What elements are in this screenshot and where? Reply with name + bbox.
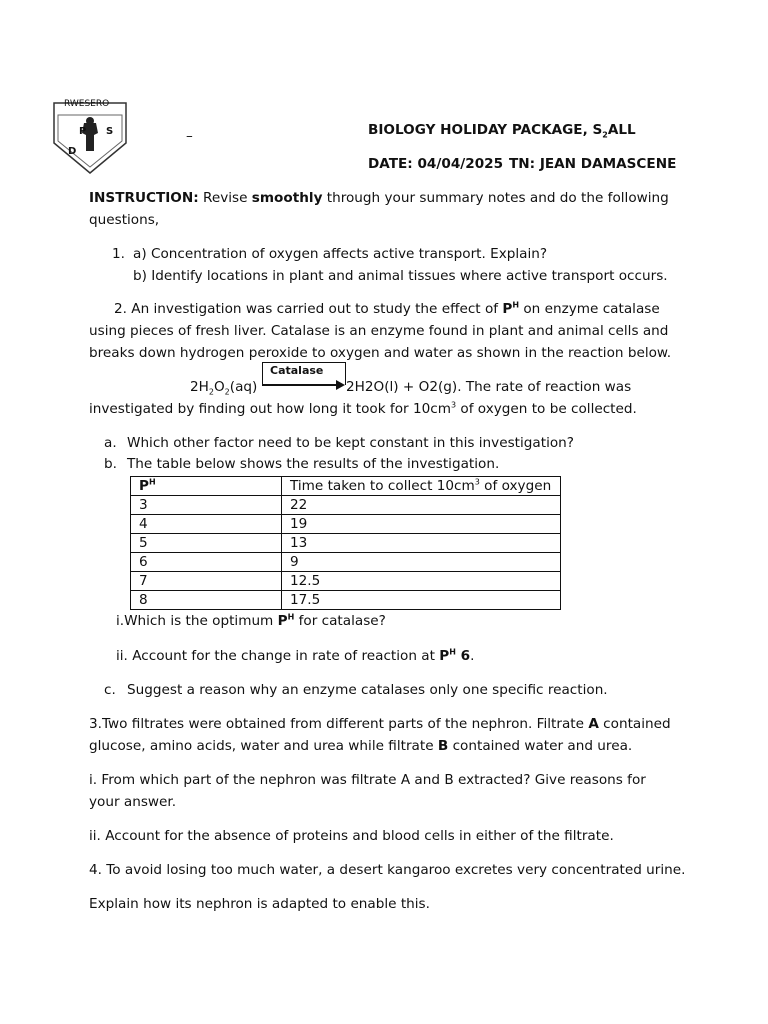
teacher-name: TN: JEAN DAMASCENE [509, 156, 677, 172]
q2-line-1: 2. An investigation was carried out to study the effect of $P^H$ on enzyme catalase [114, 300, 660, 317]
q3-line-2: glucose, amino acids, water and urea while filtrate B contained water and urea. [89, 738, 633, 754]
table-cell-time: 13 [282, 534, 561, 553]
results-table [130, 476, 561, 610]
table-row [131, 553, 561, 572]
q1-number: 1. [112, 246, 125, 262]
q2-line-5: investigated by finding out how long it took for $10cm^3$ of oxygen to be collected. [89, 400, 637, 417]
q2a-label: a. [104, 435, 117, 451]
instruction-line: INSTRUCTION: Revise smoothly through your summary notes and do the following [89, 190, 669, 206]
school-logo [52, 99, 128, 175]
table-row [131, 496, 561, 515]
document-title: BIOLOGY HOLIDAY PACKAGE, $S_2ALL$ [368, 122, 636, 140]
q4-line-2: Explain how its nephron is adapted to enable this. [89, 896, 430, 912]
q2-sub-ii: ii. Account for the change in rate of reaction at $P^H$ 6. [116, 647, 475, 664]
q2-line-2: using pieces of fresh liver. Catalase is an enzyme found in plant and animal cells and [89, 323, 669, 339]
table-cell-ph: 3 [131, 496, 282, 515]
table-cell-time: 17.5 [282, 591, 561, 610]
table-cell-ph: 7 [131, 572, 282, 591]
table-row [131, 591, 561, 610]
table-cell-ph: 5 [131, 534, 282, 553]
reaction-products: 2H2O(l) + O2(g). The rate of reaction was [346, 379, 632, 395]
q3-sub-i: i. From which part of the nephron was filtrate A and B extracted? Give reasons for [89, 772, 646, 788]
q2a-text: Which other factor need to be kept constant in this investigation? [127, 435, 574, 451]
catalyst-label: Catalase [270, 364, 324, 377]
table-header-time: Time taken to collect $10cm^3$ of oxygen [282, 477, 561, 496]
logo-letter-p: P [79, 126, 87, 137]
reaction-reactant: $2H_2O_2(aq)$ [190, 379, 258, 397]
q2c-text: Suggest a reason why an enzyme catalases only one specific reaction. [127, 682, 608, 698]
logo-school-name: RWESERO [64, 99, 110, 109]
q3-sub-ii: ii. Account for the absence of proteins and blood cells in either of the filtrate. [89, 828, 614, 844]
header-dash: – [186, 128, 193, 144]
arrowhead-icon [336, 380, 345, 390]
table-header-ph: $P^H$ [131, 477, 282, 496]
q3-sub-i-cont: your answer. [89, 794, 177, 810]
table-cell-time: 12.5 [282, 572, 561, 591]
q2-sub-i: i.Which is the optimum $P^H$ for catalase? [116, 612, 386, 629]
q1-part-b: b) Identify locations in plant and animal tissues where active transport occurs. [133, 268, 668, 284]
q1-part-a: a) Concentration of oxygen affects active transport. Explain? [133, 246, 548, 262]
logo-letter-s: S [106, 126, 114, 137]
instruction-line-2: questions, [89, 212, 160, 228]
document-date: DATE: 04/04/2025 [368, 156, 504, 172]
table-cell-time: 22 [282, 496, 561, 515]
table-cell-ph: 6 [131, 553, 282, 572]
reaction-arrow-icon [262, 384, 338, 386]
q2b-label: b. [104, 456, 117, 472]
table-row [131, 572, 561, 591]
q2-line-3: breaks down hydrogen peroxide to oxygen and water as shown in the reaction below. [89, 345, 672, 361]
q3-line-1: 3.Two filtrates were obtained from different parts of the nephron. Filtrate A contained [89, 716, 671, 732]
table-cell-ph: 8 [131, 591, 282, 610]
table-header-row [131, 477, 561, 496]
q2b-text: The table below shows the results of the investigation. [127, 456, 500, 472]
table-row [131, 515, 561, 534]
table-cell-ph: 4 [131, 515, 282, 534]
table-row [131, 534, 561, 553]
logo-letter-d: D [68, 146, 77, 157]
q2c-label: c. [104, 682, 116, 698]
table-cell-time: 19 [282, 515, 561, 534]
q4-line-1: 4. To avoid losing too much water, a desert kangaroo excretes very concentrated urine. [89, 862, 686, 878]
table-cell-time: 9 [282, 553, 561, 572]
